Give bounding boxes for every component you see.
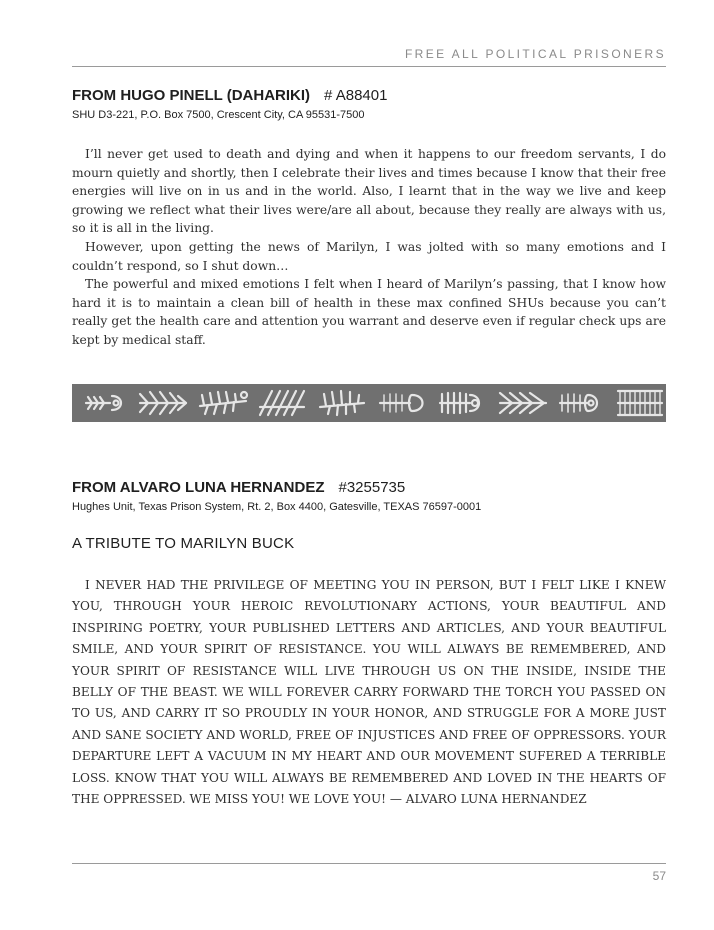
reed-glyph	[260, 391, 304, 415]
fern-glyph	[86, 396, 121, 410]
page-number: 57	[652, 869, 666, 883]
letter1-inmate-number: # A88401	[324, 87, 388, 104]
leaf-spray-glyph	[320, 391, 364, 415]
header-rule	[72, 66, 666, 67]
letter2-paragraph: I NEVER HAD THE PRIVILEGE OF MEETING YOU IN PERSON, BUT I FELT LIKE I KNEW YOU, THROUGH YOUR HEROIC REVOLUTIONARY ACTIONS, YOUR BEAUTIFUL AND INSPIRING POETRY, YOUR PUBLISHED LETTERS AND ARTICLES, AND YOUR BEAUTIFUL SMILE, AND YOUR SPIRIT OF RESISTANCE. YOU WILL ALWAYS BE REMEMBERED, AND YOUR SPIRIT OF RESISTANCE WILL LIVE THROUGH US ON THE INSIDE, INSIDE THE BELLY OF THE BEAST. WE WILL FOREVER CARRY FORWARD THE TORCH YOU PASSED ON TO US, AND CARRY IT SO PROUDLY IN YOUR HONOR, AND STRUGGLE FOR A MORE JUST AND SANE SOCIETY AND WORLD, FREE OF INJUSTICES AND FREE OF OPPRESSORS. YOUR DEPARTURE LEFT A VACUUM IN MY HEART AND OUR MOVEMENT SUFERED A TERRIBLE LOSS. KNOW THAT YOU WILL ALWAYS BE REMEMBERED AND LOVED IN THE HEARTS OF THE OPPRESSED. WE MISS YOU! WE LOVE YOU! — ALVARO LUNA HERNANDEZ	[72, 578, 666, 807]
letter1-sender-name: FROM HUGO PINELL (DAHARIKI)	[72, 87, 311, 104]
tribute-title: A TRIBUTE TO MARILYN BUCK	[72, 535, 295, 552]
letter1-address: SHU D3-221, P.O. Box 7500, Crescent City, CA 95531-7500	[72, 109, 365, 121]
letter2-sender-name: FROM ALVARO LUNA HERNANDEZ	[72, 479, 325, 496]
twig-glyph	[560, 394, 597, 412]
letter2-sender	[72, 479, 405, 496]
comb-fern-glyph	[440, 393, 479, 413]
thin-fern-glyph	[380, 394, 423, 412]
letter1-paragraph: The powerful and mixed emotions I felt when I heard of Marilyn’s passing, that I know how hard it is to maintain a clean bill of health in these max confined SHUs because you can’t really get the health care and attention you warrant and deserve even if regular check ups are kept by medical staff.	[72, 277, 666, 347]
bar-cluster-glyph	[618, 391, 662, 415]
letter2-inmate-number: #3255735	[338, 479, 406, 496]
letter1-paragraph: However, upon getting the news of Marilyn, I was jolted with so many emotions and I couldn’t respond, so I shut down…	[72, 239, 666, 273]
tribal-leaf-pattern-icon	[72, 384, 666, 422]
running-header: FREE ALL POLITICAL PRISONERS	[404, 47, 666, 61]
letter1-body	[72, 145, 666, 350]
footer-rule	[72, 863, 666, 864]
chevron-leaf-glyph	[140, 392, 186, 414]
letter1-sender	[72, 87, 387, 104]
decorative-divider	[72, 384, 666, 422]
letter1-paragraph: I’ll never get used to death and dying and when it happens to our freedom servants, I do mourn quietly and shortly, then I celebrate their lives and times because I know that their free energies will live on in us and in the world. Also, I learnt that in the way we live and keep growing we reflect what their lives were/are all about, because they really are always with us, so it is all in the living.	[72, 147, 666, 236]
letter2-body	[72, 575, 666, 810]
letter2-address: Hughes Unit, Texas Prison System, Rt. 2, Box 4400, Gatesville, TEXAS 76597-0001	[72, 501, 482, 513]
arrow-feather-glyph	[500, 393, 546, 413]
branch-glyph	[200, 392, 247, 414]
